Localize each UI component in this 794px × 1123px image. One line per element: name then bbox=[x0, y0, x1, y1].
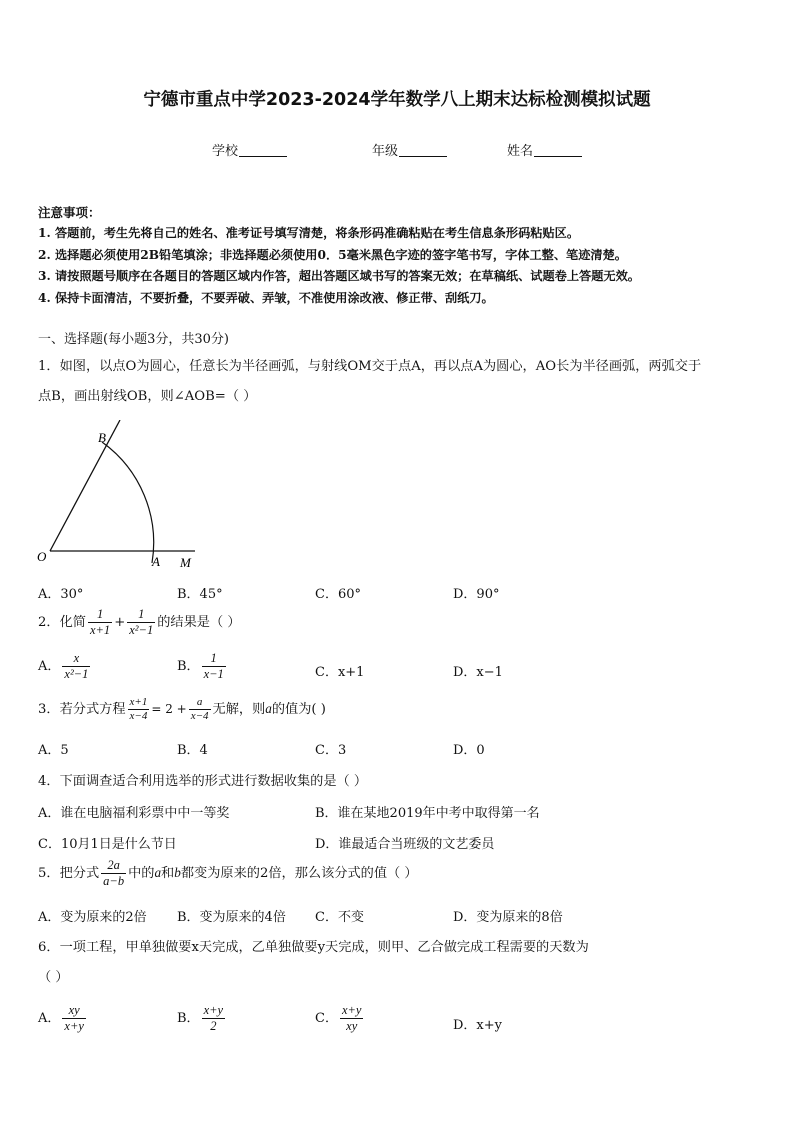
label-a: A bbox=[152, 554, 160, 569]
name-label: 姓名 bbox=[507, 144, 534, 159]
q5-frac: $\frac{2a}{a-b}$ bbox=[103, 858, 125, 888]
q5-option-d[interactable]: D．变为原来的8倍 bbox=[453, 910, 563, 925]
q1-option-a[interactable]: A．30° bbox=[38, 587, 84, 602]
grade-blank bbox=[399, 143, 447, 157]
note-item: 1. 答题前，考生先将自己的姓名、准考证号填写清楚，将条形码准确粘贴在考生信息条形码粘贴区。 bbox=[38, 226, 580, 240]
school-blank bbox=[239, 143, 287, 157]
grade-field bbox=[372, 140, 447, 159]
q6-stem-line1: 6．一项工程，甲单独做要x天完成，乙单独做要y天完成，则甲、乙合做完成工程需要的天数为 bbox=[38, 940, 589, 955]
q2-frac1: $\frac{1}{x+1}$ bbox=[89, 607, 111, 637]
note-item: 2. 选择题必须使用2B铅笔填涂；非选择题必须使用0．5毫米黑色字迹的签字笔书写，字体工整、笔迹清楚。 bbox=[38, 248, 627, 262]
q3-option-b[interactable]: B．4 bbox=[177, 743, 208, 758]
q5-option-c[interactable]: C．不变 bbox=[315, 910, 364, 925]
q6-option-d[interactable]: D．x+y bbox=[453, 1018, 502, 1033]
q4-stem: 4．下面调查适合利用选举的形式进行数据收集的是（ ） bbox=[38, 774, 368, 789]
note-item: 3. 请按照题号顺序在各题目的答题区域内作答，超出答题区域书写的答案无效；在草稿纸、试题卷上答题无效。 bbox=[38, 269, 640, 283]
label-b: B bbox=[98, 430, 106, 445]
page-title: 宁德市重点中学2023-2024学年数学八上期末达标检测模拟试题 bbox=[143, 90, 651, 110]
q2-post: 的结果是（ ） bbox=[157, 615, 241, 630]
q4-option-d[interactable]: D．谁最适合当班级的文艺委员 bbox=[315, 837, 495, 852]
q3-option-a[interactable]: A．5 bbox=[38, 743, 69, 758]
label-o: O bbox=[37, 549, 47, 564]
label-m: M bbox=[180, 555, 191, 570]
q3-frac1: $\frac{x+1}{x-4}$ bbox=[129, 696, 148, 722]
q3-frac2: $\frac{a}{x-4}$ bbox=[190, 696, 209, 722]
q6-stem-line2: （ ） bbox=[38, 970, 69, 985]
q4-option-b[interactable]: B．谁在某地2019年中考中取得第一名 bbox=[315, 806, 540, 821]
q4-option-a[interactable]: A．谁在电脑福利彩票中中一等奖 bbox=[38, 806, 230, 821]
q2-plus: + bbox=[114, 615, 126, 630]
q1-option-b[interactable]: B．45° bbox=[177, 587, 223, 602]
q2-stem bbox=[38, 607, 241, 638]
q3-option-d[interactable]: D．0 bbox=[453, 743, 485, 758]
q6-option-b[interactable]: B． $\frac{x+y}{2}$ bbox=[177, 1003, 224, 1033]
q2-option-c[interactable]: C．x+1 bbox=[315, 665, 365, 680]
name-field bbox=[507, 140, 582, 159]
q1-stem-line2: 点B，画出射线OB，则∠AOB=（ ） bbox=[38, 389, 257, 404]
q2-option-a[interactable]: A． $\frac{x}{\text{x²−1}}$ bbox=[38, 651, 89, 681]
grade-label: 年级 bbox=[372, 144, 399, 159]
q2-option-b[interactable]: B． $\frac{1}{x-1}$ bbox=[177, 651, 224, 681]
school-label: 学校 bbox=[212, 144, 239, 159]
q5-stem: 5．把分式 $\frac{2a}{a-b}$ 中的a和b都变为原来的2倍，那么该分式的值（ ） bbox=[38, 858, 418, 888]
section-heading: 一、选择题(每小题3分，共30分) bbox=[38, 332, 229, 347]
q1-option-d[interactable]: D．90° bbox=[453, 587, 500, 602]
notes-heading: 注意事项： bbox=[38, 205, 101, 220]
name-blank bbox=[534, 143, 582, 157]
q1-option-c[interactable]: C．60° bbox=[315, 587, 361, 602]
note-item: 4. 保持卡面清洁，不要折叠，不要弄破、弄皱，不准使用涂改液、修正带、刮纸刀。 bbox=[38, 291, 494, 305]
q4-option-c[interactable]: C．10月1日是什么节日 bbox=[38, 837, 177, 852]
q5-option-a[interactable]: A．变为原来的2倍 bbox=[38, 910, 147, 925]
q5-option-b[interactable]: B．变为原来的4倍 bbox=[177, 910, 286, 925]
q6-option-c[interactable]: C． $\frac{x+y}{xy}$ bbox=[315, 1003, 362, 1033]
q3-option-c[interactable]: C．3 bbox=[315, 743, 347, 758]
q2-pre: 2．化简 bbox=[38, 615, 86, 630]
arc-from-o bbox=[102, 442, 154, 563]
q2-option-d[interactable]: D．x−1 bbox=[453, 665, 503, 680]
q6-option-a[interactable]: A． $\frac{xy}{x+y}$ bbox=[38, 1003, 84, 1033]
ray-ob bbox=[50, 420, 120, 551]
q1-stem-line1: 1．如图，以点O为圆心，任意长为半径画弧，与射线OM交于点A，再以点A为圆心，AO长为半径画弧，两弧交于 bbox=[38, 359, 702, 374]
q2-frac2: $\frac{1}{\text{x²−1}}$ bbox=[129, 607, 154, 637]
q1-figure bbox=[30, 420, 210, 570]
q3-stem: 3．若分式方程 $\frac{x+1}{x-4}$ = 2 + $\frac{a}{x-4}$ 无解，则a的值为( ) bbox=[38, 696, 326, 722]
school-field bbox=[212, 140, 287, 159]
